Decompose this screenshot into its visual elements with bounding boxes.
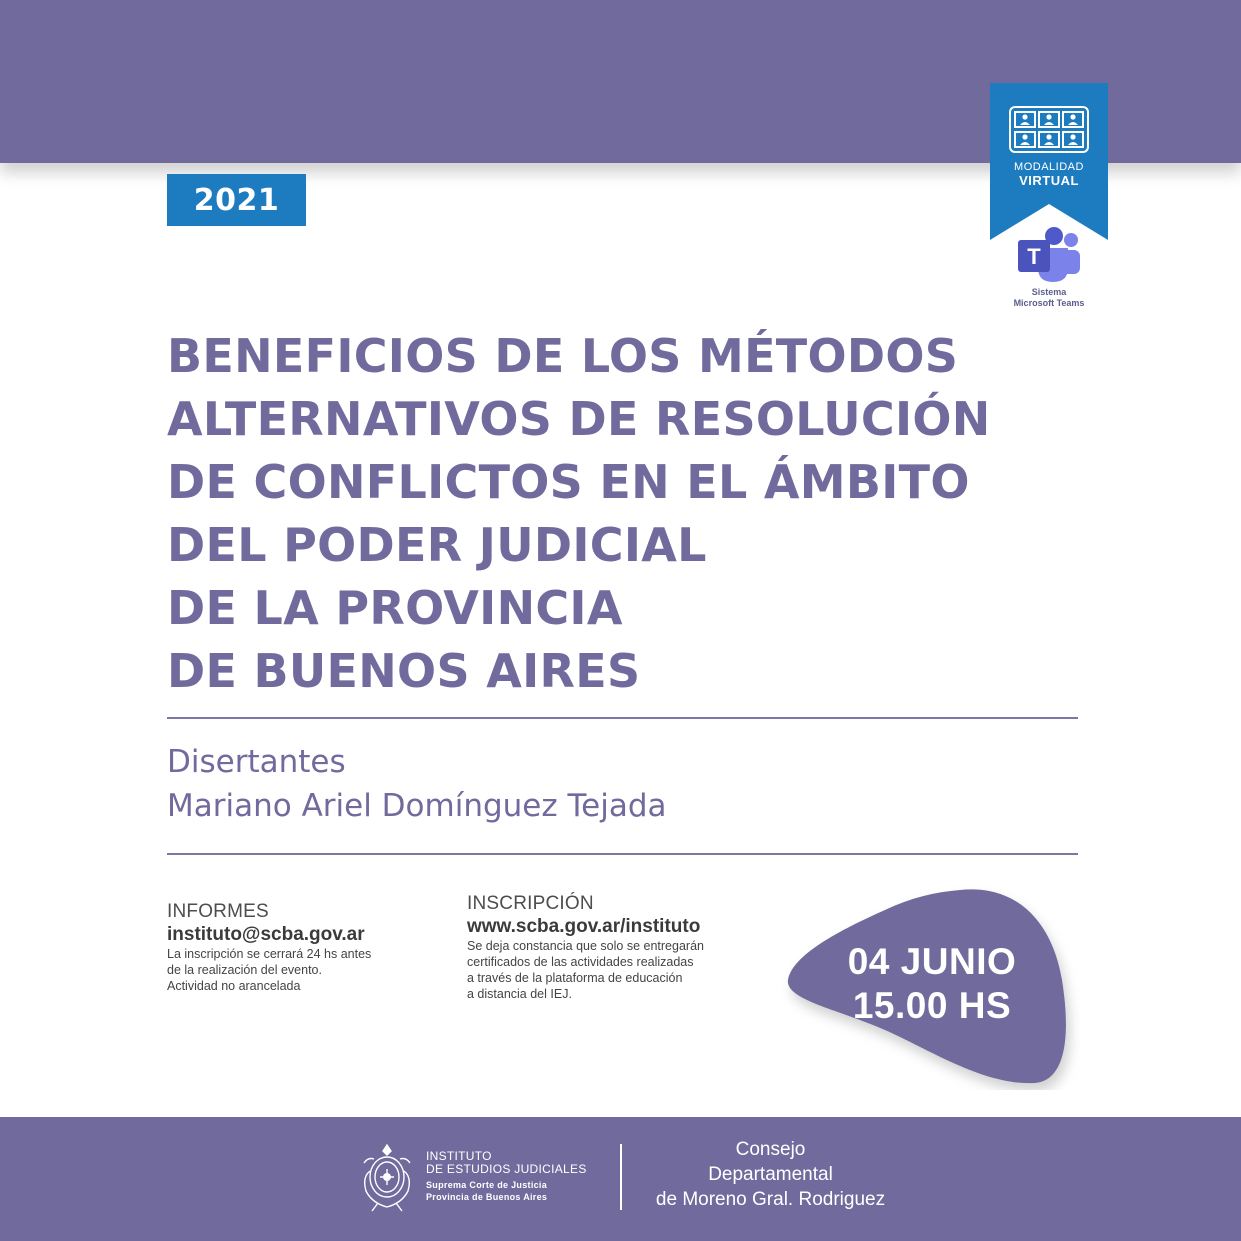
event-date: [812, 940, 1052, 1028]
inscripcion-note: Se deja constancia que solo se entregarán: [467, 939, 704, 953]
council-line: Consejo: [735, 1139, 806, 1160]
inscripcion-url-link[interactable]: www.scba.gov.ar/instituto: [467, 916, 701, 937]
informes-email-link[interactable]: instituto@scba.gov.ar: [167, 924, 365, 945]
speaker-name: Mariano Ariel Domínguez Tejada: [167, 788, 667, 824]
microsoft-teams-icon: [1016, 226, 1082, 284]
event-date-time: 15.00 HS: [852, 985, 1012, 1026]
title-line: ALTERNATIVOS DE RESOLUCIÓN: [167, 392, 991, 446]
divider-line: [167, 717, 1078, 719]
teams-caption: [990, 287, 1108, 309]
svg-text:T: T: [1027, 244, 1041, 269]
title-line: DEL PODER JUDICIAL: [167, 518, 707, 572]
institutional-seal-icon: [358, 1141, 416, 1213]
title-line: DE BUENOS AIRES: [167, 644, 641, 698]
divider-line: [167, 853, 1078, 855]
modality-line2: VIRTUAL: [1019, 172, 1079, 188]
inscripcion-heading: INSCRIPCIÓN: [467, 893, 594, 914]
inscripcion-section: [467, 893, 704, 1002]
institute-line2: DE ESTUDIOS JUDICIALES: [426, 1162, 587, 1176]
title-line: BENEFICIOS DE LOS MÉTODOS: [167, 329, 959, 383]
event-title: [167, 325, 1067, 703]
event-date-day: 04 JUNIO: [847, 941, 1017, 982]
inscripcion-note: a distancia del IEJ.: [467, 987, 572, 1001]
modality-label: [990, 161, 1108, 189]
modality-line1: MODALIDAD: [1014, 161, 1084, 173]
speakers-section: [167, 740, 667, 828]
informes-heading: INFORMES: [167, 901, 269, 922]
inscripcion-note: certificados de las actividades realizadas: [467, 955, 694, 969]
year-badge: 2021: [167, 174, 306, 226]
speakers-heading: Disertantes: [167, 744, 346, 780]
footer-divider: [620, 1144, 622, 1210]
informes-section: [167, 901, 371, 994]
title-line: DE CONFLICTOS EN EL ÁMBITO: [167, 455, 970, 509]
court-line1: Suprema Corte de Justicia: [426, 1180, 548, 1190]
informes-note: Actividad no arancelada: [167, 979, 301, 993]
council-line: Departamental: [708, 1164, 833, 1185]
teams-caption-line1: Sistema: [1031, 287, 1067, 297]
institute-line1: INSTITUTO: [426, 1149, 492, 1163]
informes-note: La inscripción se cerrará 24 hs antes: [167, 947, 372, 961]
inscripcion-note: a través de la plataforma de educación: [467, 971, 683, 985]
court-line2: Provincia de Buenos Aires: [426, 1192, 548, 1202]
teams-caption-line2: Microsoft Teams: [1013, 298, 1085, 308]
informes-note: de la realización del evento.: [167, 963, 322, 977]
council-line: de Moreno Gral. Rodriguez: [655, 1189, 886, 1210]
council-name: [632, 1137, 909, 1212]
title-line: DE LA PROVINCIA: [167, 581, 623, 635]
institute-name: [426, 1150, 587, 1203]
